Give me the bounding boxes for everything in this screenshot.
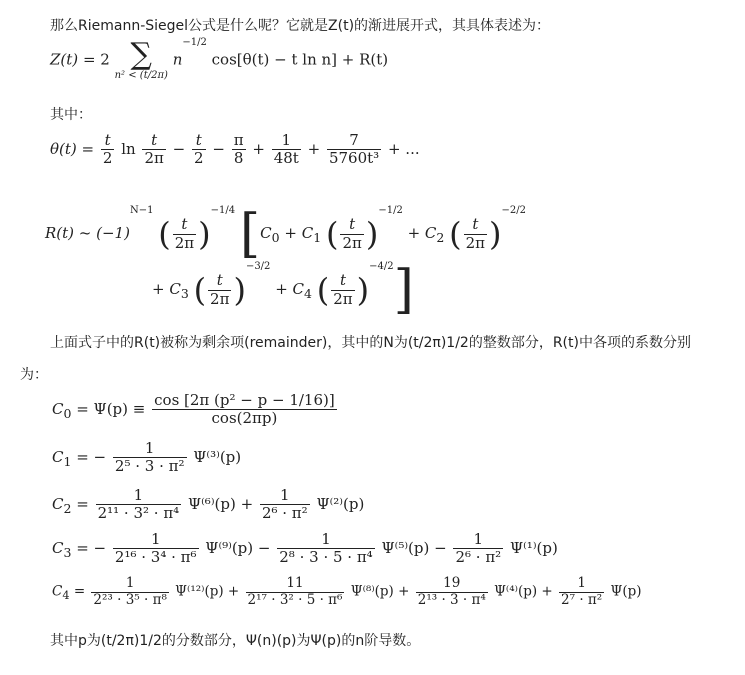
z-eq: = 2 [82, 50, 110, 69]
z-cos-part: cos[θ(t) − t ln n] + R(t) [211, 50, 389, 69]
remainder-text-1: 上面式子中的R(t)被称为剩余项(remainder)，其中的N为(t/2π)1/2的整数部分，R(t)中各项的系数分别 [50, 335, 691, 351]
theta-ln: ln [121, 139, 136, 158]
z-term: n [172, 50, 183, 69]
closing-text: 其中p为(t/2π)1/2的分数部分，Ψ(n)(p)为Ψ(p)的n阶导数。 [50, 633, 421, 649]
sum-subscript: n² < (t/2π) [114, 70, 168, 81]
coef-c3: $C_3$ = − $\frac{1}{\text{2¹⁶ · 3⁴ · π⁶}}$ Ψ⁽⁹⁾(p) − $\frac{1}{\text{2⁸ · 3 · 5 · π⁴}}$ Ψ⁽⁵⁾(p) − $\frac{1}{\text{2⁶ · π²}}$ Ψ⁽¹⁾(p) [52, 530, 558, 567]
theta-frac-5: $\frac{1}{48t}$ [273, 131, 299, 168]
formula-r-line2: + $C_3$ ( $\frac{t}{2\pi}$ )$^{-3/2} + C_4$ ( $\frac{t}{2\pi}$ )$^{-4/2}$] [152, 260, 414, 320]
coef-c4: $C_4$ = $\frac{1}{\text{2²³ · 3⁵ · π⁸}}$ Ψ⁽¹²⁾(p) + $\frac{11}{\text{2¹⁷ · 3² · 5 · π⁶}}$ Ψ⁽⁸⁾(p) + $\frac{19}{\text{2¹³ · 3 · π⁴}}$ Ψ⁽⁴⁾(p) + $\frac{1}{\text{2⁷ · π²}}$ Ψ(p) [52, 575, 642, 608]
theta-lhs: θ(t) = [50, 139, 95, 158]
coef-c0: $C_0 = \Psi(p)$ ≡ $\frac{\text{cos [2π (p² − p − 1/16)]}}{\cos(2\pi p)}$ [52, 391, 335, 428]
z-term-exp: −1/2 [182, 37, 207, 48]
formula-theta: θ(t) = $\frac{t}{2}$ ln $\frac{t}{2\pi}$ − $\frac{t}{2}$ − $\frac{\pi}{8}$ + $\frac{1}{48t}$ + $\frac{7}{\text{5760t³}}$ + ... [50, 131, 420, 168]
theta-frac-4: $\frac{\pi}{8}$ [233, 131, 244, 168]
r-lhs: R(t) ~ (−1) [45, 224, 130, 242]
theta-frac-1: $\frac{t}{2}$ [102, 131, 113, 168]
formula-z [50, 37, 389, 81]
formula-r-line1: R(t) ~ $(-1)^{N-1}$ ( $\frac{t}{2\pi}$ )$^{-1/4}$ [$C_0 + C_1$ ( $\frac{t}{2\pi}$ )$^{-1/2} + C_2$ ( $\frac{t}{2\pi}$ )$^{-2/2}$ [45, 204, 527, 264]
intro-text: 那么Riemann-Siegel公式是什么呢？它就是Z(t)的渐进展开式，其具体表述为： [50, 18, 551, 34]
sum-symbol: ∑ n² < (t/2π) [114, 37, 168, 81]
theta-frac-2: $\frac{t}{2\pi}$ [144, 131, 164, 168]
z-lhs: Z(t) [50, 50, 79, 69]
coef-c1: $C_1$ = − $\frac{1}{\text{2⁵ · 3 · π²}}$ Ψ⁽³⁾(p) [52, 439, 242, 476]
coef-c2: $C_2$ = $\frac{1}{\text{2¹¹ · 3² · π⁴}}$ Ψ⁽⁶⁾(p) + $\frac{1}{\text{2⁶ · π²}}$ Ψ⁽²⁾(p) [52, 486, 365, 523]
theta-frac-6: $\frac{7}{\text{5760t³}}$ [328, 131, 380, 168]
remainder-text-2: 为： [20, 367, 48, 383]
theta-frac-3: $\frac{t}{2}$ [194, 131, 204, 168]
theta-tail: + ... [387, 139, 420, 158]
where-label: 其中： [50, 107, 92, 123]
